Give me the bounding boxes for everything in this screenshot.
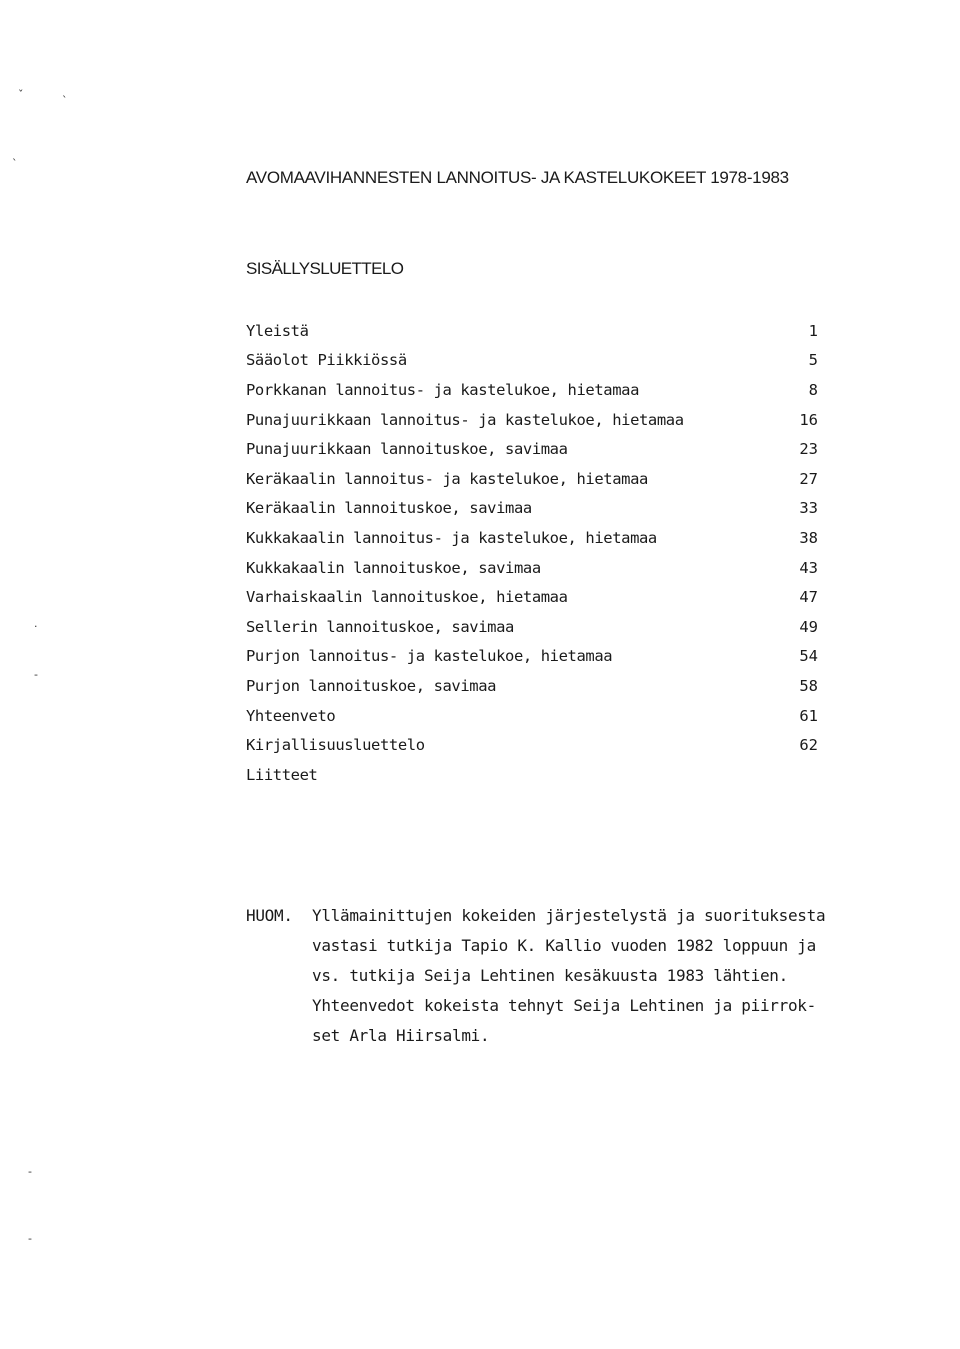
toc-entry-page: 16 bbox=[799, 410, 818, 429]
toc-entry-label: Varhaiskaalin lannoituskoe, hietamaa bbox=[246, 588, 568, 607]
note-text: Yllämainittujen kokeiden järjestelystä ja suorituksesta bbox=[312, 906, 826, 925]
toc-entry bbox=[246, 316, 818, 346]
toc-entry bbox=[246, 375, 818, 405]
toc-entry bbox=[246, 642, 818, 672]
note-line: vastasi tutkija Tapio K. Kallio vuoden 1982 loppuun ja bbox=[312, 936, 816, 955]
toc-entry-label: Purjon lannoituskoe, savimaa bbox=[246, 676, 497, 695]
note-line: Yhteenvedot kokeista tehnyt Seija Lehtinen ja piirrok- bbox=[312, 996, 816, 1015]
toc-entry-page: 1 bbox=[808, 321, 818, 340]
toc-entry-page: 23 bbox=[799, 440, 818, 459]
toc-entry-page: 27 bbox=[799, 469, 818, 488]
toc-entry-label: Punajuurikkaan lannoitus- ja kastelukoe, hietamaa bbox=[246, 410, 684, 429]
toc-entry bbox=[246, 405, 818, 435]
toc-entry-page: 58 bbox=[799, 676, 818, 695]
toc-entry bbox=[246, 494, 818, 524]
note-line: vs. tutkija Seija Lehtinen kesäkuusta 1983 lähtien. bbox=[312, 966, 788, 985]
toc-entry-label: Kirjallisuusluettelo bbox=[246, 736, 425, 755]
toc-entry-page: 38 bbox=[799, 528, 818, 547]
toc-entry-label: Sääolot Piikkiössä bbox=[246, 351, 407, 370]
scan-speck: - bbox=[28, 1232, 32, 1245]
toc-entry-page: 5 bbox=[808, 351, 818, 370]
toc-entry bbox=[246, 701, 818, 731]
toc-entry-page: 33 bbox=[799, 499, 818, 518]
scan-speck: - bbox=[28, 1165, 32, 1178]
toc-entry bbox=[246, 434, 818, 464]
toc-entry-label: Kukkakaalin lannoitus- ja kastelukoe, hietamaa bbox=[246, 528, 657, 547]
table-of-contents bbox=[246, 316, 818, 790]
toc-entry-page: 47 bbox=[799, 588, 818, 607]
toc-entry bbox=[246, 582, 818, 612]
note-line bbox=[246, 901, 866, 931]
note-line: set Arla Hiirsalmi. bbox=[312, 1026, 490, 1045]
scan-speck: ˎ bbox=[12, 148, 18, 161]
toc-entry bbox=[246, 730, 818, 760]
document-title: AVOMAAVIHANNESTEN LANNOITUS- JA KASTELUKOKEET 1978-1983 bbox=[246, 168, 789, 187]
section-title: SISÄLLYSLUETTELO bbox=[246, 259, 404, 278]
toc-entry-label: Sellerin lannoituskoe, savimaa bbox=[246, 617, 514, 636]
toc-entry-label: Yhteenveto bbox=[246, 706, 336, 725]
note-block bbox=[246, 901, 866, 1051]
toc-entry-label: Liitteet bbox=[246, 765, 318, 784]
scan-speck: - bbox=[34, 668, 38, 681]
scan-speck: ˋ bbox=[62, 94, 68, 107]
toc-entry bbox=[246, 523, 818, 553]
toc-entry-label: Porkkanan lannoitus- ja kastelukoe, hietamaa bbox=[246, 380, 639, 399]
toc-entry bbox=[246, 671, 818, 701]
toc-entry-page: 8 bbox=[808, 380, 818, 399]
toc-entry-page: 62 bbox=[799, 736, 818, 755]
note-prefix: HUOM. bbox=[246, 906, 293, 925]
scan-speck: · bbox=[34, 620, 38, 633]
toc-entry-label: Kukkakaalin lannoituskoe, savimaa bbox=[246, 558, 541, 577]
toc-entry-label: Keräkaalin lannoitus- ja kastelukoe, hietamaa bbox=[246, 469, 648, 488]
toc-entry bbox=[246, 464, 818, 494]
toc-entry bbox=[246, 346, 818, 376]
toc-entry-page: 61 bbox=[799, 706, 818, 725]
toc-entry bbox=[246, 760, 818, 790]
toc-entry-label: Yleistä bbox=[246, 321, 309, 340]
toc-entry-page: 54 bbox=[799, 647, 818, 666]
toc-entry bbox=[246, 553, 818, 583]
toc-entry-label: Purjon lannoitus- ja kastelukoe, hietamaa bbox=[246, 647, 613, 666]
toc-entry-page: 43 bbox=[799, 558, 818, 577]
toc-entry-label: Punajuurikkaan lannoituskoe, savimaa bbox=[246, 440, 568, 459]
toc-entry-page: 49 bbox=[799, 617, 818, 636]
toc-entry-label: Keräkaalin lannoituskoe, savimaa bbox=[246, 499, 532, 518]
toc-entry bbox=[246, 612, 818, 642]
scan-speck: ˇ bbox=[18, 88, 24, 101]
